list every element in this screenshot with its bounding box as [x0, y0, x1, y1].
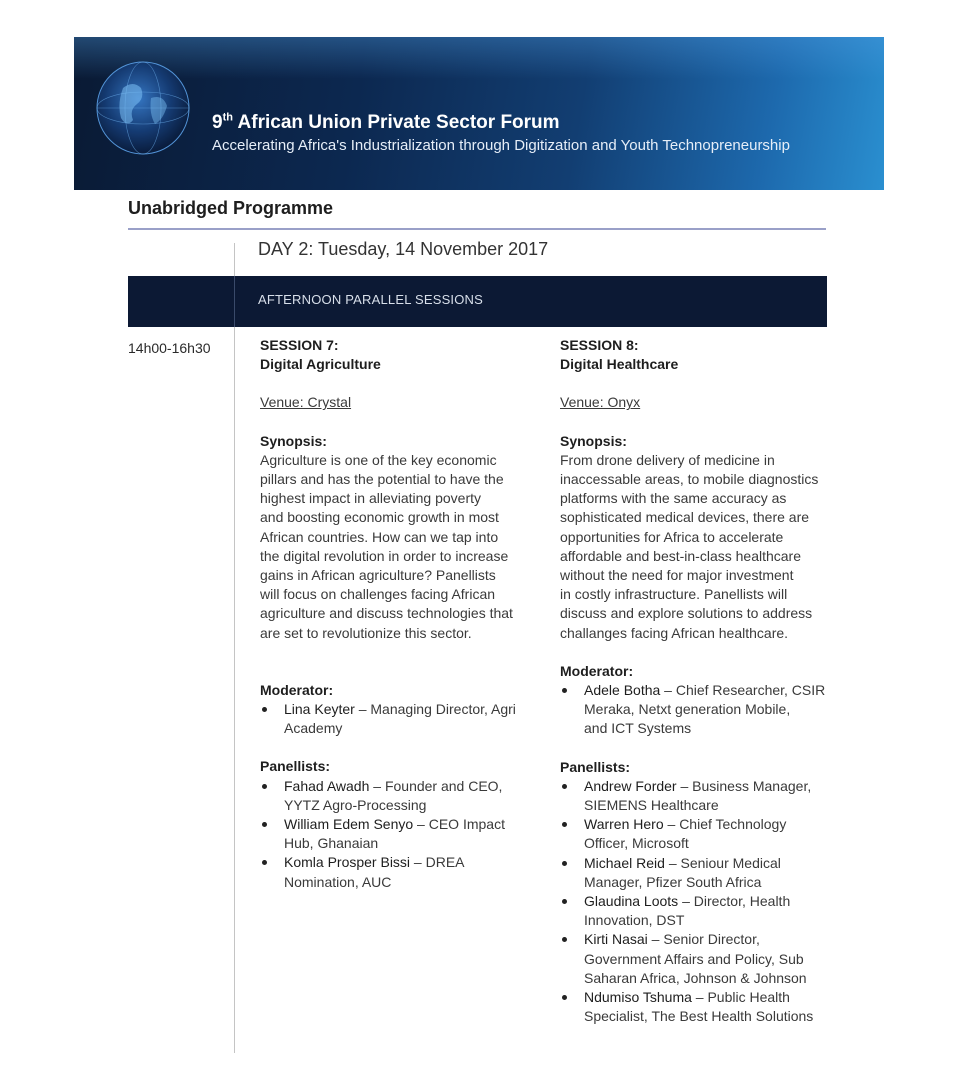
- synopsis-label: Synopsis:: [260, 432, 327, 449]
- synopsis-label: Synopsis:: [560, 432, 627, 449]
- session-venue: Venue: Onyx: [560, 394, 641, 411]
- time-slot: 14h00-16h30: [128, 340, 211, 356]
- moderator-label: Moderator:: [560, 662, 634, 679]
- session-number: SESSION 8:: [560, 337, 639, 353]
- forum-subtitle: Accelerating Africa's Industrialization through Digitization and Youth Technopreneurship: [212, 137, 790, 154]
- session-bar-divider: [234, 276, 235, 327]
- synopsis-text: From drone delivery of medicine in inaccessable areas, to mobile diagnostics platforms with the same accuracy as sophisticated medical devices, there are opportunities for Africa to accelerate affordable and best-in-class healthcare without the need for major investment in costly infrastructure. Panellists will discuss and explore solutions to address challanges facing African healthcare.: [560, 451, 819, 641]
- list-item: Michael Reid – Seniour Medical Manager, Pfizer South Africa: [560, 854, 830, 892]
- moderator-list: [560, 681, 830, 739]
- session-7-column: [260, 336, 530, 892]
- list-item: Lina Keyter – Managing Director, Agri Academy: [260, 700, 530, 738]
- session-name: Digital Agriculture: [260, 356, 381, 373]
- session-venue: Venue: Crystal: [260, 394, 352, 411]
- panellist-list: [560, 777, 830, 1027]
- session-bar: [128, 276, 827, 327]
- list-item: Komla Prosper Bissi – DREA Nomination, AUC: [260, 853, 530, 891]
- list-item: Ndumiso Tshuma – Public Health Specialist, The Best Health Solutions: [560, 988, 830, 1026]
- session-bar-label: AFTERNOON PARALLEL SESSIONS: [258, 292, 484, 307]
- programme-title: Unabridged Programme: [128, 198, 334, 218]
- globe-icon: [93, 58, 193, 158]
- panellist-list: [260, 777, 530, 892]
- list-item: Andrew Forder – Business Manager, SIEMENS Healthcare: [560, 777, 830, 815]
- day-heading: DAY 2: Tuesday, 14 November 2017: [258, 239, 549, 259]
- list-item: Warren Hero – Chief Technology Officer, Microsoft: [560, 815, 830, 853]
- list-item: Adele Botha – Chief Researcher, CSIR Meraka, Netxt generation Mobile, and ICT Systems: [560, 681, 830, 739]
- moderator-label: Moderator:: [260, 681, 334, 698]
- synopsis-text: Agriculture is one of the key economic pillars and has the potential to have the highest impact in alleviating poverty and boosting economic growth in most African countries. How can we tap into the digital revolution in order to increase gains in African agriculture? Panellists will focus on challenges facing African agriculture and discuss technologies that are set to revolutionize this sector.: [260, 451, 513, 641]
- list-item: Glaudina Loots – Director, Health Innovation, DST: [560, 892, 830, 930]
- column-divider: [234, 243, 235, 1053]
- list-item: Fahad Awadh – Founder and CEO, YYTZ Agro-Processing: [260, 777, 530, 815]
- list-item: William Edem Senyo – CEO Impact Hub, Ghanaian: [260, 815, 530, 853]
- session-name: Digital Healthcare: [560, 356, 679, 373]
- session-8-column: [560, 336, 830, 1027]
- session-number: SESSION 7:: [260, 337, 339, 353]
- list-item: Kirti Nasai – Senior Director, Government Affairs and Policy, Sub Saharan Africa, Johnson & Johnson: [560, 930, 830, 988]
- panellists-label: Panellists:: [260, 758, 331, 775]
- moderator-list: [260, 700, 530, 738]
- panellists-label: Panellists:: [560, 758, 631, 775]
- title-divider: [128, 228, 826, 230]
- forum-title: 9th African Union Private Sector Forum: [212, 111, 560, 133]
